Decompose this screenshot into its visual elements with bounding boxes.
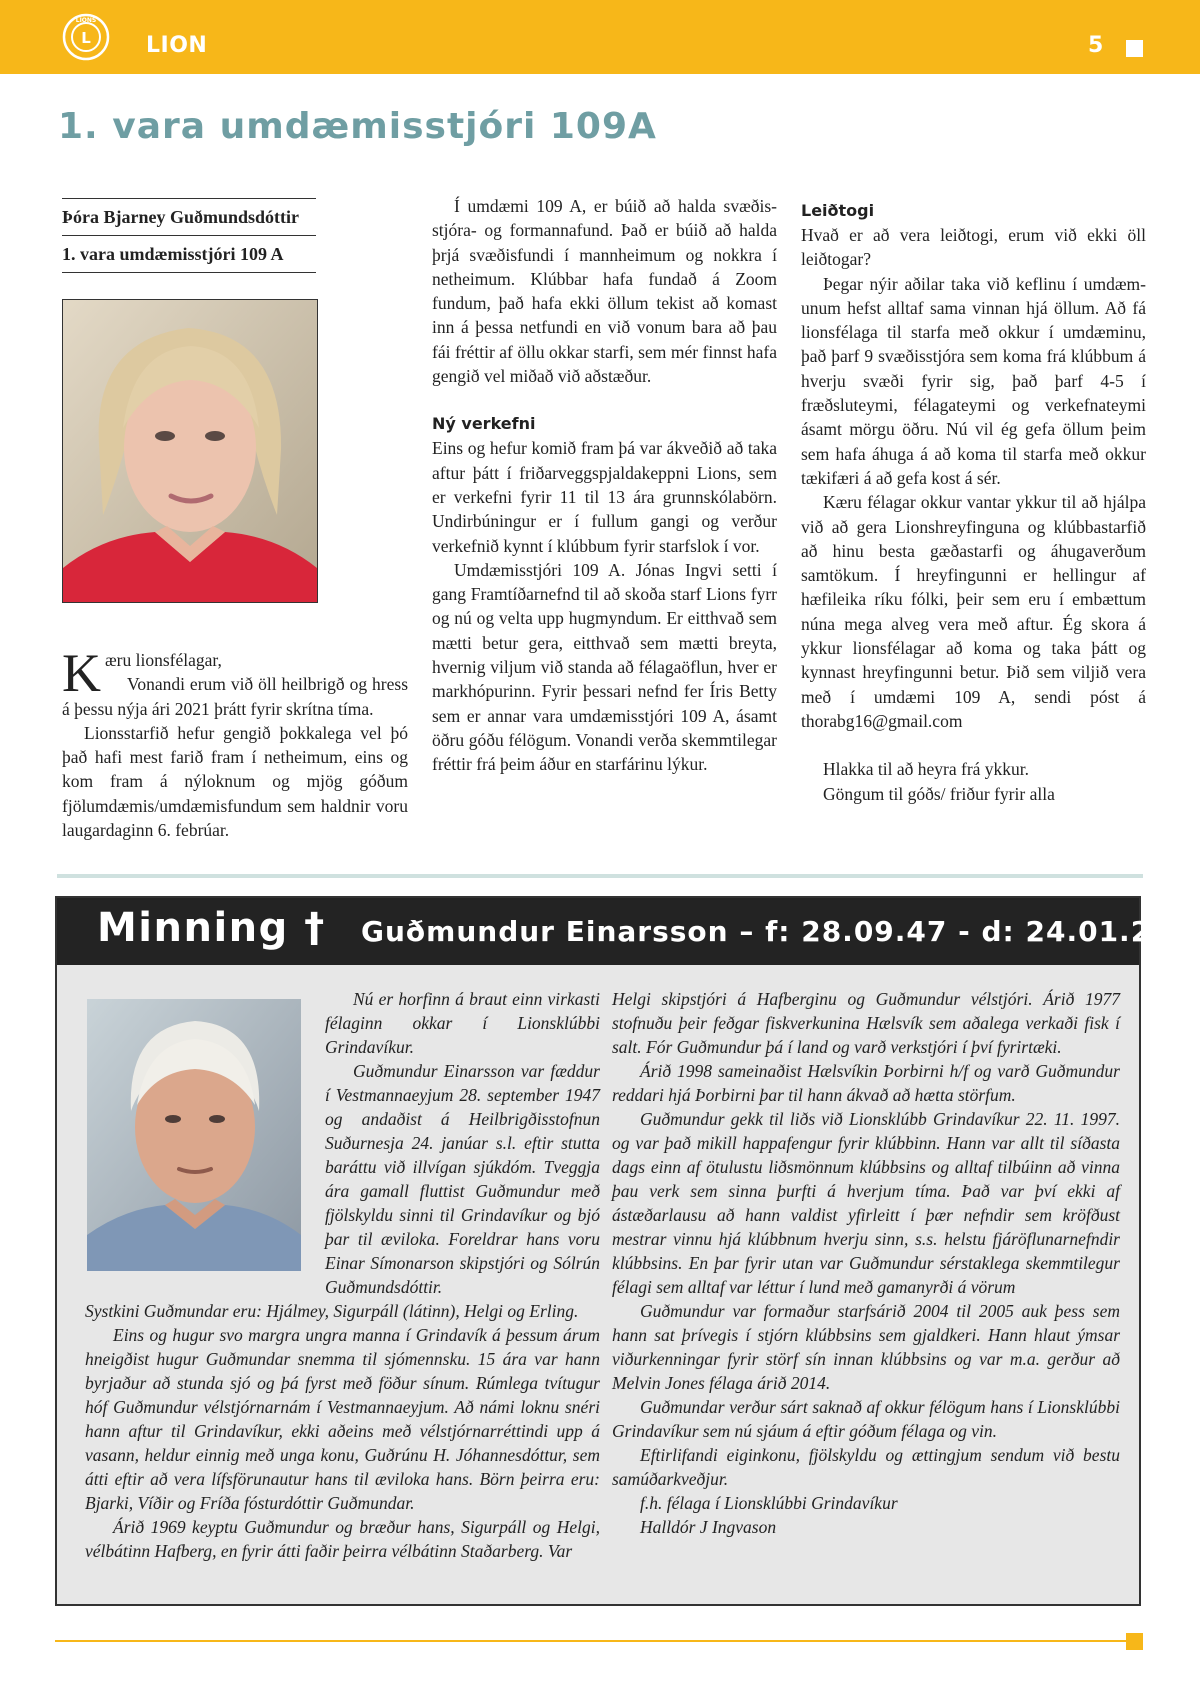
author-photo	[62, 299, 318, 603]
paragraph: Eins og hugur svo margra ungra manna í Grindavík á þessum árum hneigðist hugur Guðmundar snemma til sjómennsku. 15 ára var hann byrjaður að stunda sjó og þá fyrst með föður sínum. Rúmlega tvítugur hóf Guðmundur vélstjórnarnám í Vestmannaeyjum. Að námi loknu snéri hann aftur til Grindavíkur, ekki aðeins með vélstjórnarréttindi upp á vasann, heldur einnig með unga konu, Guðrúnu H. Jóhannesdóttur, sem átti eftir að vera lífsförunautur hans til æviloka hans. Börn þeirra eru: Bjarki, Víðir og Fríða fósturdóttir Guðmundar.	[85, 1325, 600, 1513]
paragraph: Guðmundur gekk til liðs við Lionsklúbb Grindavíkur 22. 11. 1997. og var það mikill happafengur fyrir klúbbinn. Hann var allt til síðasta dags einn af ötulustu liðsmönnum klúbbsins og alltaf tilbúinn að vinna þau verk sem sinna þurfti á hverjum tíma. Það var því ekki af ástæðarlausu að hann valdist yfirleitt í þær nefndir sem kröfðust mestrar vinnu hjá klúbbnum hverju sinn, s.s. helstu fjáröflunarnefndir klúbbsins. En þar fyrir utan var Guðmundur sérstaklega skemmtilegur félagi sem alltaf var léttur í lund með gamanyrði á vörum	[612, 1109, 1120, 1297]
paragraph: Árið 1998 sameinaðist Hælsvíkin Þorbirni h/f og varð Guðmundur reddari hjá Þorbirni þar til hann ákvað að hætta störfum.	[612, 1061, 1120, 1105]
author-name: Þóra Bjarney Guðmundsdóttir	[62, 207, 300, 227]
header-square	[1126, 40, 1143, 57]
greeting: Kæru lionsfélagar,	[62, 643, 222, 703]
page-header	[0, 0, 1200, 74]
author-role: 1. vara umdæmisstjóri 109 A	[62, 235, 316, 272]
drop-cap: K	[62, 643, 101, 703]
author-block	[62, 198, 316, 273]
paragraph: Systkini Guðmundar eru: Hjálmey, Sigurpáll (látinn), Helgi og Erling.	[85, 1301, 579, 1321]
author-portrait-image	[63, 300, 317, 602]
paragraph: Í umdæmi 109 A, er búið að halda svæðisstjóra- og formannafund. Það er búið að halda þrjá svæðisfundi í mannheimum og nokkra í netheimum. Klúbbar hafa fundað á Zoom fundum, það hafa ekki öllum tekist að komast inn á þessa netfundi en við vonum bara að þau fái fréttir af öllu okkar starfi, sem mér finnst hafa gengið vel miðað við aðstæður.	[432, 196, 777, 387]
paragraph: Þegar nýir aðilar taka við keflinu í umdæmunum hefst alltaf sama vinnan hjá öllum. Að fá lionsfélaga til starfa með okkur í umdæminu, það þarf 9 svæðisstjóra sem koma frá klúbbum á hverju svæði fyrir sig, það þarf 4-5 í fræðsluteymi, félagateymi og verkefnateymi ásamt mörgu öðru. Nú vil ég gefa öllum þeim sem hafa áhuga á að koma til starfa með okkur tækifæri á að gefa kost á sér.	[801, 273, 1146, 488]
section-heading: Ný verkefni	[432, 414, 536, 434]
paragraph: Eftirlifandi eiginkonu, fjölskyldu og ættingjum sendum við bestu samúðarkveðjur.	[612, 1445, 1120, 1489]
footer-square	[1126, 1633, 1143, 1650]
paragraph: Guðmundar verður sárt saknað af okkur félögum hans í Lionsklúbbi Grindavíkur sem nú sjáum á eftir góðum félaga og vin.	[612, 1397, 1120, 1441]
paragraph: Umdæmisstjóri 109 A. Jónas Ingvi setti í gang Framtíðarnefnd til að skoða starf Lions fyrr og nú og velta upp hugmyndum. Er eitthvað sem mætti betur gera, eitthvað sem mætti breyta, hvernig viljum við standa að félagaöflun, hver er markhópurinn. Fyrir þessari nefnd fer Íris Betty sem er annar vara umdæmisstjóri 109 A, ásamt öðru góðu félögum. Vonandi verða skemmtilegar fréttir frá þeim áður en starfárinu lýkur.	[432, 559, 777, 775]
paragraph: Vonandi erum við öll heilbrigð og hress á þessu nýja ári 2021 þrátt fyrir skrítna tíma.	[62, 674, 408, 719]
magazine-name: LION	[146, 33, 208, 58]
memorial-title: Minning †	[97, 905, 326, 951]
signature-line: f.h. félaga í Lionsklúbbi Grindavíkur	[640, 1493, 898, 1513]
paragraph: Nú er horfinn á braut einn virkasti félaginn okkar í Lionsklúbbi Grindavíkur.	[325, 989, 600, 1057]
memorial-column-right	[612, 987, 1120, 1539]
memorial-header	[57, 898, 1172, 965]
paragraph: Guðmundur Einarsson var fæddur í Vestmannaeyjum 28. september 1947 og andaðist á Heilbrigðisstofnun Suðurnesja 24. janúar s.l. eftir stutta baráttu við illvígan sjúkdóm. Tveggja ára gamall fluttist Guðmundur með fjölskyldu sinni til Grindavíkur og bjó þar til æviloka. Foreldrar hans voru Einar Símonarson skipstjóri og Sólrún Guðmundsdóttir.	[325, 1061, 600, 1297]
footer-line	[55, 1640, 1133, 1642]
paragraph: Árið 1969 keyptu Guðmundur og bræður hans, Sigurpáll og Helgi, vélbátinn Hafberg, en fyrir átti faðir þeirra vélbátinn Staðarberg. Var	[85, 1517, 600, 1561]
signature-name: Halldór J Ingvason	[640, 1517, 777, 1537]
paragraph: Eins og hefur komið fram þá var ákveðið að taka aftur þátt í friðarveggspjaldakeppni Lions, sem er verkefni fyrir 11 til 13 ára grunnskólabörn. Undirbúningur er í fullum gangi og verður verkefnið kynnt í klúbbum fyrir starfslok í vor.	[432, 438, 777, 556]
article-column-1	[62, 643, 408, 842]
memorial-box	[55, 896, 1172, 1606]
lions-emblem-icon	[62, 13, 110, 61]
paragraph: Kæru félagar okkur vantar ykkur til að hjálpa við að gera Lionshreyfinguna og klúbbastarfið að hinu besta gæðastarfi og áhugaverðum samtökum. Í hreyfingunni er hellingur af hæfileika ríku fólki, þeir sem eru í embættum núna mega alveg vera með aftur. Ég skora á ykkur lionsfélagar að koma og taka þátt og kynnast hreyfingunni betur. Þið sem viljið vera með í umdæmi 109 A, sendi póst á thorabg16@gmail.com	[801, 492, 1146, 731]
article-title: 1. vara umdæmisstjóri 109A	[58, 106, 657, 147]
closing-line: Hlakka til að heyra frá ykkur.	[823, 759, 1030, 780]
paragraph: Helgi skipstjóri á Hafberginu og Guðmundur vélstjóri. Árið 1977 stofnuðu þeir feðgar fiskverkunina Hælsvík sem aðalega verkaði fisk í salt. Fór Guðmundur þá í land og varð verkstjóri í því fyrirtæki.	[612, 989, 1120, 1057]
closing-line: Göngum til góðs/ friður fyrir alla	[823, 783, 1055, 804]
page-number: 5	[1088, 33, 1104, 58]
article-column-2	[432, 194, 777, 777]
svg-text:L: L	[81, 29, 91, 47]
memorial-subtitle: Guðmundur Einarsson – f: 28.09.47 - d: 24.01.21	[361, 915, 1172, 948]
paragraph: Hvað er að vera leiðtogi, erum við ekki öll leiðtogar?	[801, 225, 1146, 270]
paragraph: Lionsstarfið hefur gengið þokkalega vel þó það hafi mest farið fram í netheimum, eins og kom fram á nýloknum og mjög góðum fjölumdæmis/umdæmisfundum sem haldnir voru laugardaginn 6. febrúar.	[62, 722, 408, 841]
paragraph: Guðmundur var formaður starfsárið 2004 til 2005 auk þess sem hann sat þrívegis í stjórn klúbbsins sem gjaldkeri. Hann hlaut ýmsar viðurkenningar fyrir störf sín innan klúbbsins og var m.a. gerður að Melvin Jones félaga árið 2014.	[612, 1301, 1120, 1393]
memorial-column-left	[85, 987, 600, 1563]
intro-block	[325, 987, 600, 1299]
section-heading: Leiðtogi	[801, 201, 875, 220]
article-column-3	[801, 199, 1146, 806]
section-divider	[57, 874, 1143, 878]
svg-text:LIONS: LIONS	[75, 17, 97, 24]
